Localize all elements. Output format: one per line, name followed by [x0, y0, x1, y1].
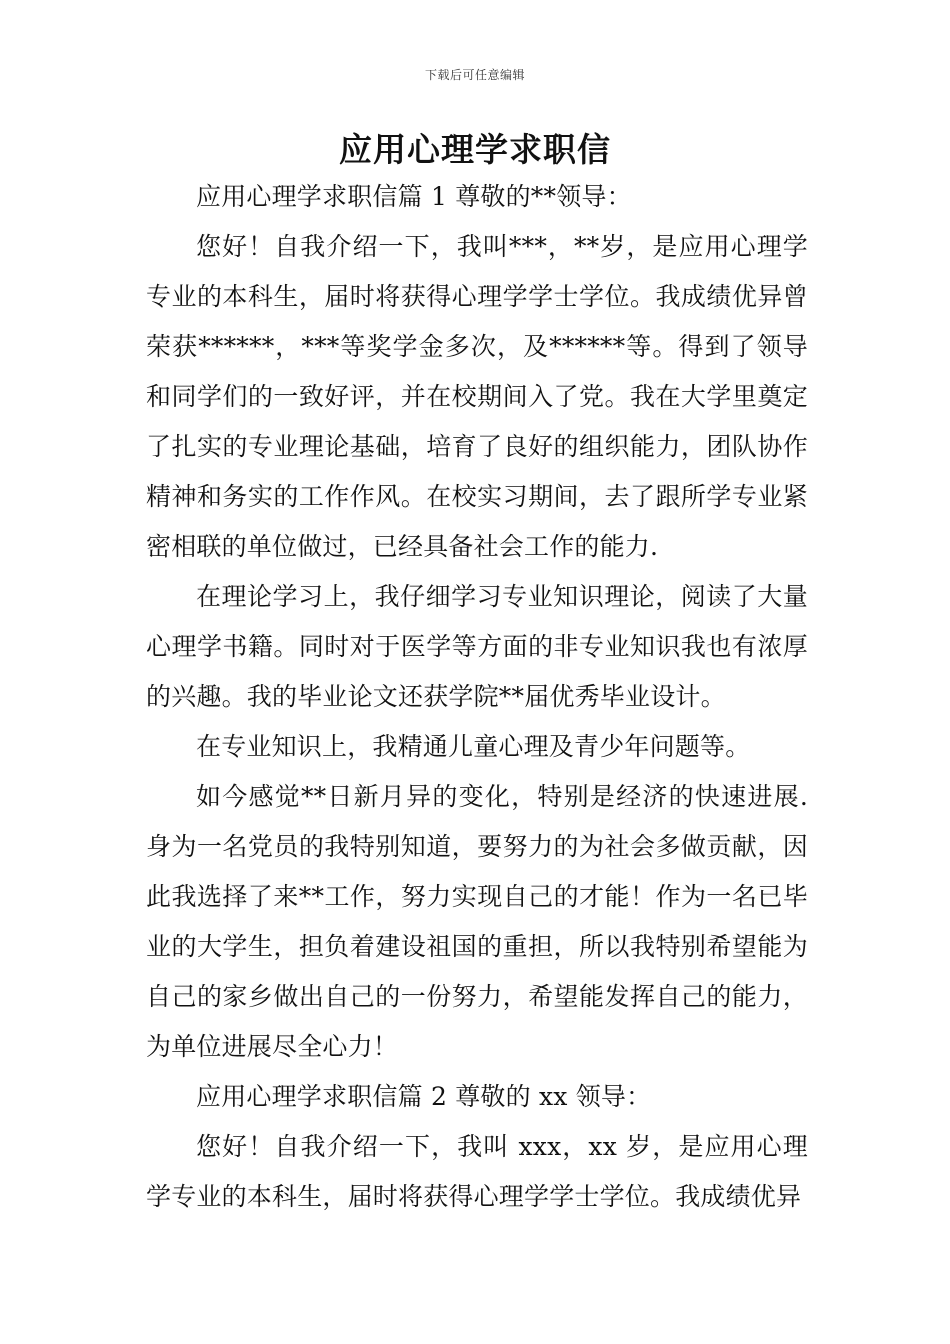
- paragraph-letter-1-greeting: 应用心理学求职信篇 1 尊敬的**领导：: [196, 182, 632, 211]
- paragraph-letter-2-introduction: 您好！自我介绍一下，我叫 xxx，xx 岁，是应用心理学专业的本科生，届时将获得心理学学士学位。我成绩优异: [146, 1132, 808, 1211]
- paragraph-professional-knowledge: 在专业知识上，我精通儿童心理及青少年问题等。: [196, 732, 751, 761]
- paragraph-theory-study: 在理论学习上，我仔细学习专业知识理论，阅读了大量心理学书籍。同时对于医学等方面的非专业知识我也有浓厚的兴趣。我的毕业论文还获学院**届优秀毕业设计。: [146, 582, 808, 711]
- paragraph-motivation: 如今感觉**日新月异的变化，特别是经济的快速进展.身为一名党员的我特别知道，要努力的为社会多做贡献，因此我选择了来**工作，努力实现自己的才能！作为一名已毕业的大学生，担负着建设祖国的重担，所以我特别希望能为自己的家乡做出自己的一份努力，希望能发挥自己的能力，为单位进展尽全心力！: [146, 782, 808, 1061]
- paragraph-letter-2-greeting: 应用心理学求职信篇 2 尊敬的 xx 领导：: [196, 1082, 652, 1111]
- document-title: 应用心理学求职信: [339, 130, 611, 169]
- document-body: [146, 172, 808, 1222]
- paragraph-introduction: 您好！自我介绍一下，我叫***，**岁，是应用心理学专业的本科生，届时将获得心理学学士学位。我成绩优异曾荣获******，***等奖学金多次，及******等。得到了领导和同学们的一致好评，并在校期间入了党。我在大学里奠定了扎实的专业理论基础，培育了良好的组织能力，团队协作精神和务实的工作作风。在校实习期间，去了跟所学专业紧密相联的单位做过，已经具备社会工作的能力.: [146, 232, 808, 561]
- header-note: 下载后可任意编辑: [424, 68, 525, 82]
